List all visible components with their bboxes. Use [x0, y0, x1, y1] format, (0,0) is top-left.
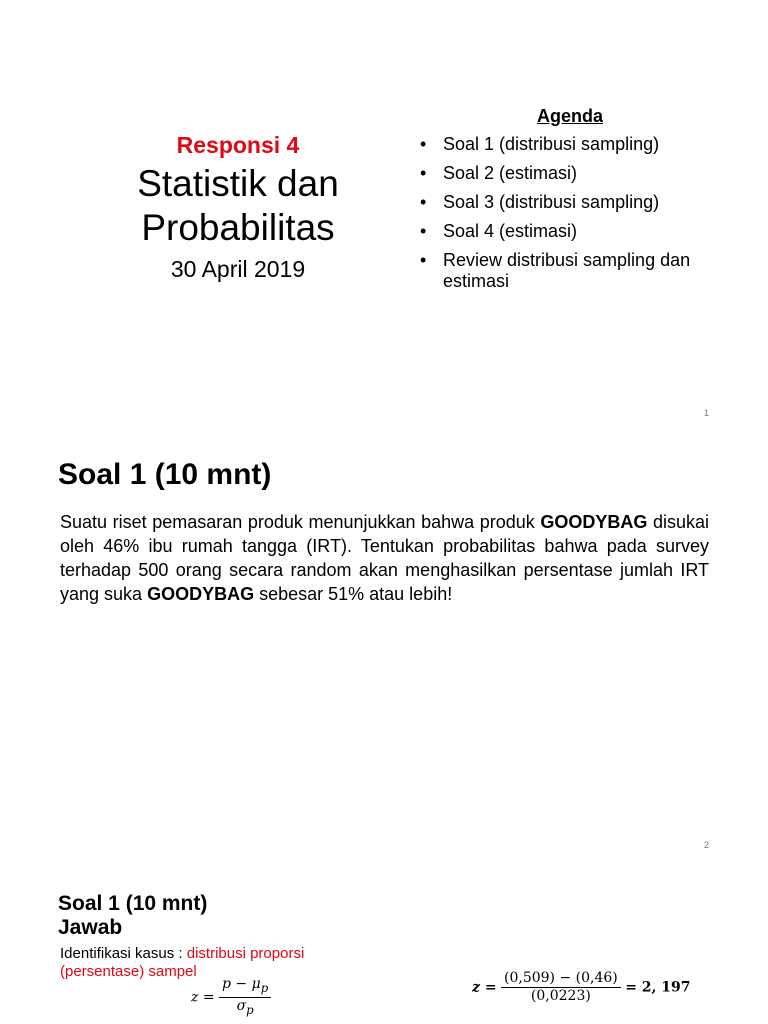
page-number: 1: [703, 408, 709, 418]
bullet-icon: •: [420, 163, 427, 183]
agenda-list: [418, 134, 728, 300]
slide-3: [0, 860, 768, 1024]
case-type: distribusi proporsi (persentase) sampel: [60, 945, 305, 980]
title-line-1: Statistik dan: [137, 163, 339, 204]
problem-text: Suatu riset pemasaran produk menunjukkan bahwa produk GOODYBAG disukai oleh 46% ibu rumah tangga (IRT). Tentukan probabilitas bahwa pada survey terhadap 500 orang secara random akan menghasilkan persentase jumlah IRT yang suka GOODYBAG sebesar 51% atau lebih!: [60, 512, 710, 604]
title-line-2: Probabilitas: [141, 207, 335, 248]
bullet-icon: •: [420, 192, 427, 212]
brand-name: GOODYBAG: [540, 512, 648, 532]
agenda-item: • Review distribusi sampling dan estimasi: [420, 250, 691, 291]
slide-title: Soal 1 (10 mnt) Jawab: [58, 892, 208, 939]
agenda-item: • Soal 3 (distribusi sampling): [420, 192, 660, 212]
slide-2: [0, 430, 768, 860]
brand-name: GOODYBAG: [147, 584, 255, 604]
agenda-item: • Soal 2 (estimasi): [420, 163, 578, 183]
z-formula: z = $\frac{p - \mu_p}{\sigma_p}$: [191, 976, 271, 1019]
bullet-icon: •: [420, 250, 427, 270]
z-result: = 2, 197: [625, 979, 691, 996]
slide-subtitle: Responsi 4: [176, 132, 300, 158]
z-calculation: z = $\frac{(0,509) - (0,46)}{(0,0223)}$ = 2, 197: [472, 970, 691, 1004]
agenda-heading: Agenda: [536, 106, 603, 126]
bullet-icon: •: [420, 134, 427, 154]
agenda-item: • Soal 1 (distribusi sampling): [420, 134, 660, 154]
agenda-item: • Soal 4 (estimasi): [420, 221, 578, 241]
bullet-icon: •: [420, 221, 427, 241]
slide-title: [100, 162, 376, 250]
page-number: 2: [703, 840, 709, 850]
case-identification: Identifikasi kasus : distribusi proporsi (persentase) sampel: [60, 945, 305, 980]
slide-1: [0, 0, 768, 430]
slide-title: Soal 1 (10 mnt): [58, 458, 272, 491]
slide-date: 30 April 2019: [170, 256, 306, 282]
